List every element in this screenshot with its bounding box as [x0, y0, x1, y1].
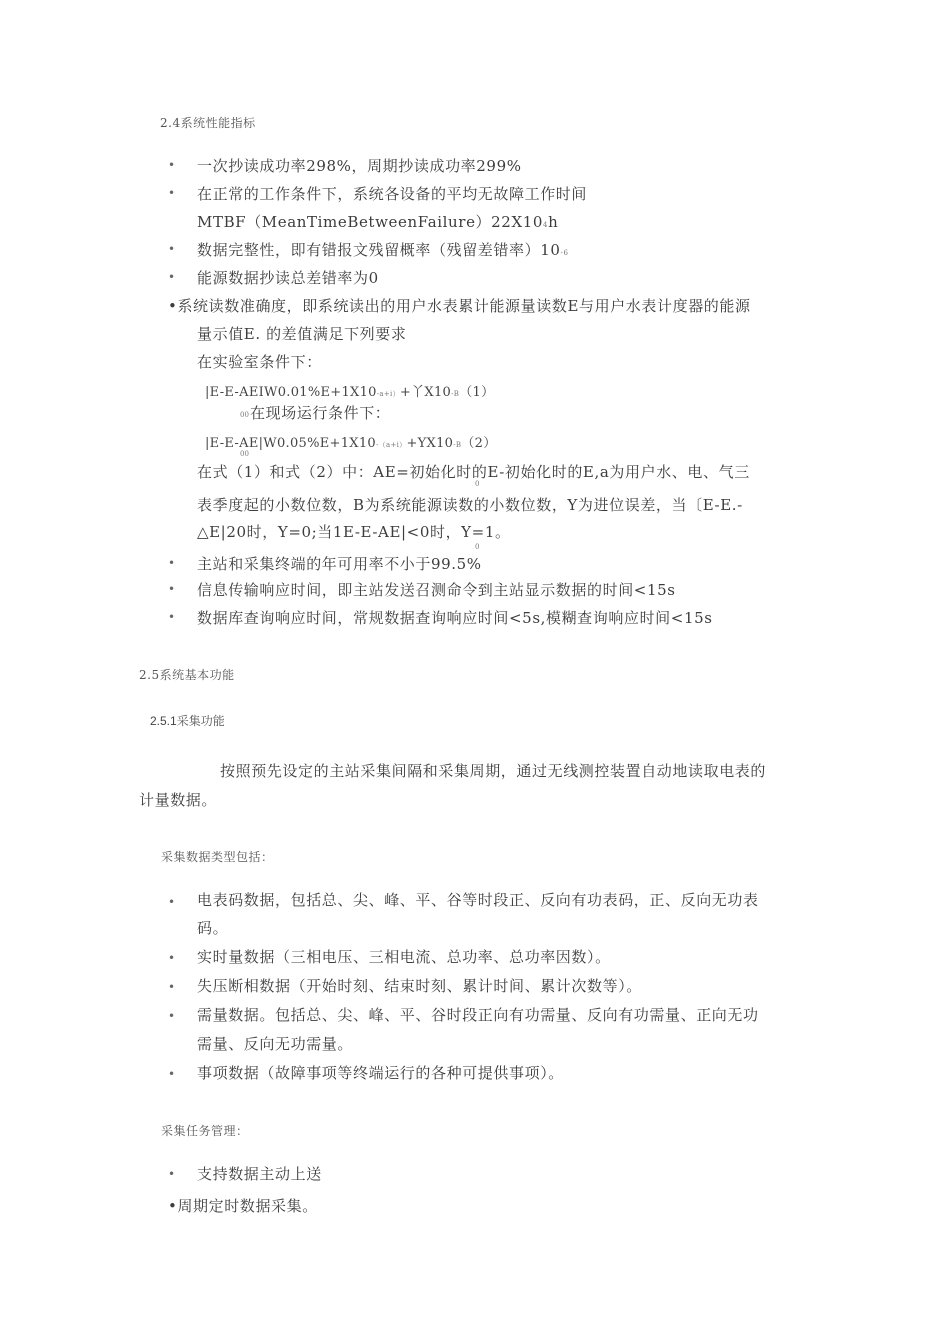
- bullet-marker: •: [168, 270, 176, 284]
- data-type-4-line-2: 需量、反向无功需量。: [197, 1035, 354, 1053]
- data-type-3: 失压断相数据（开始时刻、结束时刻、累计时间、累计次数等）。: [197, 977, 642, 995]
- perf-item-5-line-5: 在式（1）和式（2）中：AE=初始化时的E-初始化时的E,a为用户水、电、气三: [197, 463, 750, 481]
- bullet-marker: •: [168, 242, 176, 256]
- task-item-1: 支持数据主动上送: [197, 1165, 322, 1183]
- data-type-1-line-2: 码。: [197, 919, 229, 937]
- line-7-subscript: 0: [475, 543, 480, 551]
- subsection-2-5-1-heading: 2.5.1采集功能: [150, 714, 225, 728]
- section-2-5-heading: 2.5系统基本功能: [139, 668, 235, 682]
- task-item-2: •周期定时数据采集。: [168, 1197, 318, 1215]
- data-type-4-line-1: 需量数据。包括总、尖、峰、平、谷时段正向有功需量、反向有功需量、正向无功: [197, 1006, 759, 1024]
- perf-item-6: 主站和采集终端的年可用率不小于99.5%: [197, 555, 482, 573]
- bullet-marker: •: [168, 1067, 176, 1081]
- perf-item-2-line-1: 在正常的工作条件下，系统各设备的平均无故障工作时间: [197, 185, 588, 203]
- perf-item-4: 能源数据抄读总差错率为0: [197, 269, 379, 287]
- formula-1-subscript: 00: [240, 411, 249, 419]
- bullet-marker: •: [168, 582, 176, 596]
- bullet-marker: •: [168, 610, 176, 624]
- data-type-2: 实时量数据（三相电压、三相电流、总功率、总功率因数）。: [197, 948, 611, 966]
- bullet-marker: •: [168, 186, 176, 200]
- perf-item-5-line-6: 表季度起的小数位数，B为系统能源读数的小数位数，Y为进位误差，当〔E-E.-: [197, 496, 743, 514]
- perf-item-2-line-2: MTBF（MeanTimeBetweenFailure）22X104h: [197, 213, 559, 231]
- bullet-marker: •: [168, 1009, 176, 1023]
- perf-item-7: 信息传输响应时间，即主站发送召测命令到主站显示数据的时间<15s: [197, 581, 676, 599]
- bullet-marker: •: [168, 895, 176, 909]
- data-type-1-line-1: 电表码数据，包括总、尖、峰、平、谷等时段正、反向有功表码，正、反向无功表: [197, 891, 759, 909]
- bullet-marker: •: [168, 951, 176, 965]
- data-type-5: 事项数据（故障事项等终端运行的各种可提供事项）。: [197, 1064, 564, 1082]
- task-management-label: 采集任务管理：: [161, 1124, 249, 1138]
- perf-item-8: 数据库查询响应时间，常规数据查询响应时间<5s,模糊查询响应时间<15s: [197, 609, 713, 627]
- perf-item-3: 数据完整性，即有错报文残留概率（残留差错率）10-6: [197, 241, 569, 259]
- bullet-marker: •: [168, 556, 176, 570]
- field-conditions-label: 在现场运行条件下：: [250, 404, 391, 422]
- collection-paragraph-line-1: 按照预先设定的主站采集间隔和采集周期，通过无线测控装置自动地读取电表的: [220, 762, 767, 780]
- bullet-marker: •: [168, 980, 176, 994]
- bullet-marker: •: [168, 158, 176, 172]
- perf-item-5-line-1: •系统读数准确度，即系统读出的用户水表累计能源量读数E与用户水表计度器的能源: [168, 297, 751, 315]
- formula-2: |E-E-AE|W0.05%E+1X10-（a+i）+YX10-B（2）: [205, 436, 497, 451]
- perf-item-1: 一次抄读成功率298%，周期抄读成功率299%: [197, 157, 522, 175]
- perf-item-5-line-7: △E|20时，Y=0;当1E-E-AE|<0时，Y=1。: [197, 523, 511, 541]
- collection-paragraph-line-2: 计量数据。: [139, 791, 218, 809]
- section-2-4-heading: 2.4系统性能指标: [160, 116, 256, 130]
- bullet-marker: •: [168, 1167, 176, 1181]
- formula-1: |E-E-AEIW0.01%E+1X10-a+i）+丫X10-B（1）: [205, 385, 495, 400]
- data-types-label: 采集数据类型包括：: [161, 850, 274, 864]
- line-5-subscript: 0: [475, 480, 480, 488]
- lab-conditions-label: 在实验室条件下：: [197, 353, 322, 371]
- perf-item-5-line-2: 量示值E. 的差值满足下列要求: [197, 325, 407, 343]
- formula-2-subscript: 00: [240, 450, 249, 458]
